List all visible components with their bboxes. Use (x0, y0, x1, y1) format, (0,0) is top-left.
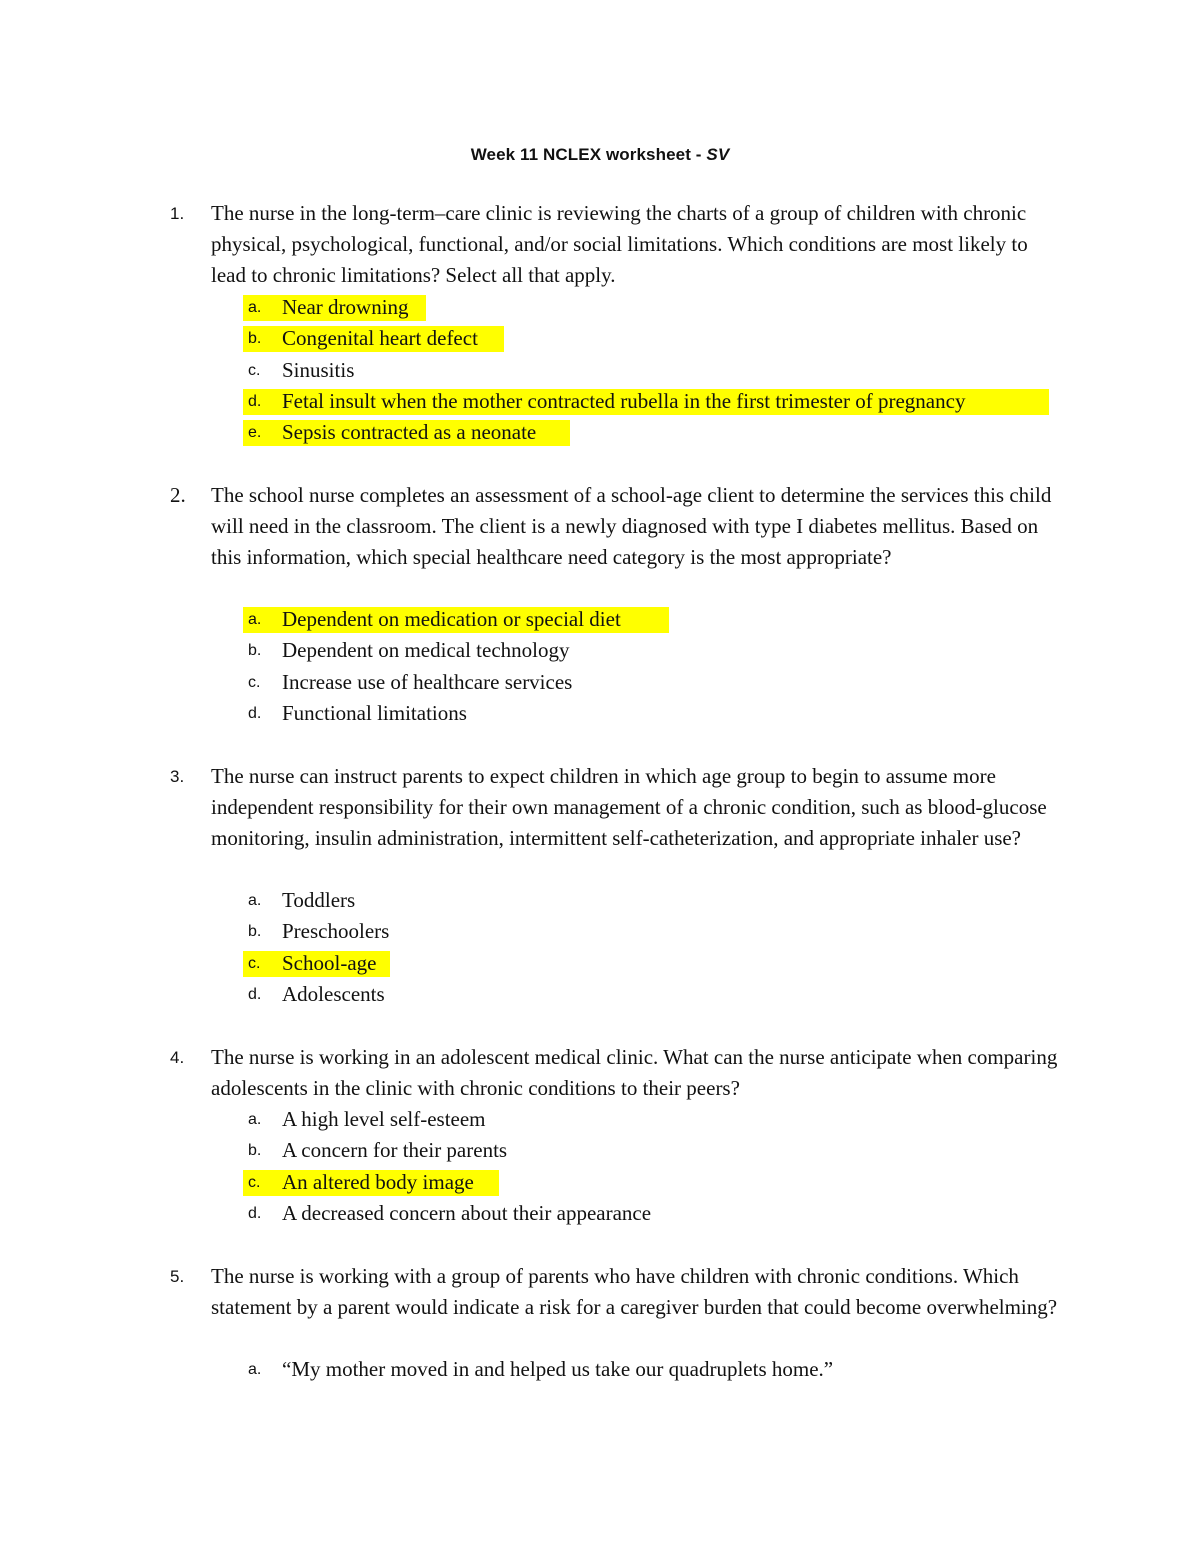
option-2c (0, 667, 1200, 698)
option-letter: d. (248, 1204, 262, 1222)
option-2b (0, 635, 1200, 666)
option-1b (0, 323, 1200, 354)
question-3-options (0, 885, 1200, 1010)
option-letter: d. (248, 985, 262, 1003)
option-text: A decreased concern about their appearance (282, 1200, 652, 1225)
option-letter: c. (248, 954, 261, 972)
option-letter: a. (248, 892, 262, 909)
option-letter: c. (248, 361, 261, 379)
question-text: The nurse is working with a group of parents who have children with chronic conditions. Which statement by a parent would indicate a risk for a caregiver burden that could become overwhelming? (211, 1264, 1058, 1319)
option-4d (0, 1198, 1200, 1229)
option-4c (0, 1167, 1200, 1198)
option-1c (0, 355, 1200, 386)
option-letter: b. (248, 642, 262, 660)
option-letter: d. (248, 392, 262, 410)
option-1d (0, 386, 1200, 417)
option-4a (0, 1104, 1200, 1135)
option-letter: d. (248, 704, 262, 722)
option-letter: b. (248, 1142, 262, 1160)
title-author: SV (706, 145, 730, 164)
question-text: The nurse can instruct parents to expect children in which age group to begin to assume more independent responsibility for their own management of a chronic condition, such as blood-glucose monitoring, insulin administration, intermittent self-catheterization, and appropriate inhaler use? (211, 764, 1047, 850)
option-1e (0, 417, 1200, 448)
option-text: Congenital heart defect (282, 326, 478, 351)
question-text: The nurse in the long-term–care clinic is reviewing the charts of a group of children with chronic physical, psychological, functional, and/or social limitations. Which conditions are most likely to lead to chronic limitations? Select all that apply. (211, 201, 1028, 287)
option-4b (0, 1135, 1200, 1166)
option-1a (0, 292, 1200, 323)
option-text: Increase use of healthcare services (282, 669, 573, 694)
question-4-options (0, 1104, 1200, 1229)
option-letter: a. (248, 1361, 262, 1378)
option-5a (0, 1354, 1200, 1385)
option-2a (0, 604, 1200, 635)
option-3a (0, 885, 1200, 916)
option-letter: e. (248, 424, 262, 442)
question-number: 3. (170, 767, 185, 786)
option-text: An altered body image (282, 1169, 474, 1194)
option-text: “My mother moved in and helped us take our quadruplets home.” (282, 1357, 834, 1381)
question-number: 5. (170, 1267, 185, 1286)
option-letter: c. (248, 1173, 261, 1191)
option-3c (0, 948, 1200, 979)
question-text: The nurse is working in an adolescent medical clinic. What can the nurse anticipate when comparing adolescents in the clinic with chronic conditions to their peers? (211, 1045, 1058, 1100)
option-text: Sinusitis (282, 357, 355, 382)
option-text: School-age (282, 950, 377, 975)
option-letter: a. (248, 611, 262, 628)
question-number: 4. (170, 1048, 185, 1067)
option-letter: a. (248, 299, 262, 316)
page-title (0, 145, 1200, 165)
option-2d (0, 698, 1200, 729)
option-text: Preschoolers (282, 919, 390, 944)
question-1-options (0, 292, 1200, 448)
option-text: Near drowning (282, 295, 409, 319)
option-3b (0, 916, 1200, 947)
option-letter: b. (248, 330, 262, 348)
option-text: Dependent on medication or special diet (282, 607, 621, 631)
option-letter: c. (248, 673, 261, 691)
option-text: Adolescents (282, 981, 385, 1006)
question-2-options (0, 604, 1200, 729)
question-number: 2. (170, 483, 186, 507)
option-text: Functional limitations (282, 700, 467, 725)
question-text: The school nurse completes an assessment of a school-age client to determine the services this child will need in the classroom. The client is a newly diagnosed with type I diabetes mellitus. Based on this information, which special healthcare need category is the most appropriate? (211, 483, 1052, 569)
option-text: Toddlers (282, 888, 356, 912)
question-number: 1. (170, 204, 185, 223)
option-3d (0, 979, 1200, 1010)
option-text: A high level self-esteem (282, 1107, 486, 1131)
option-text: Dependent on medical technology (282, 638, 570, 663)
title-text: Week 11 NCLEX worksheet - (470, 145, 707, 164)
question-5-options (0, 1354, 1200, 1385)
option-text: A concern for their parents (282, 1138, 508, 1163)
option-letter: a. (248, 1111, 262, 1128)
option-text: Sepsis contracted as a neonate (282, 420, 537, 445)
option-text: Fetal insult when the mother contracted rubella in the first trimester of pregnancy (282, 388, 966, 413)
option-letter: b. (248, 923, 262, 941)
